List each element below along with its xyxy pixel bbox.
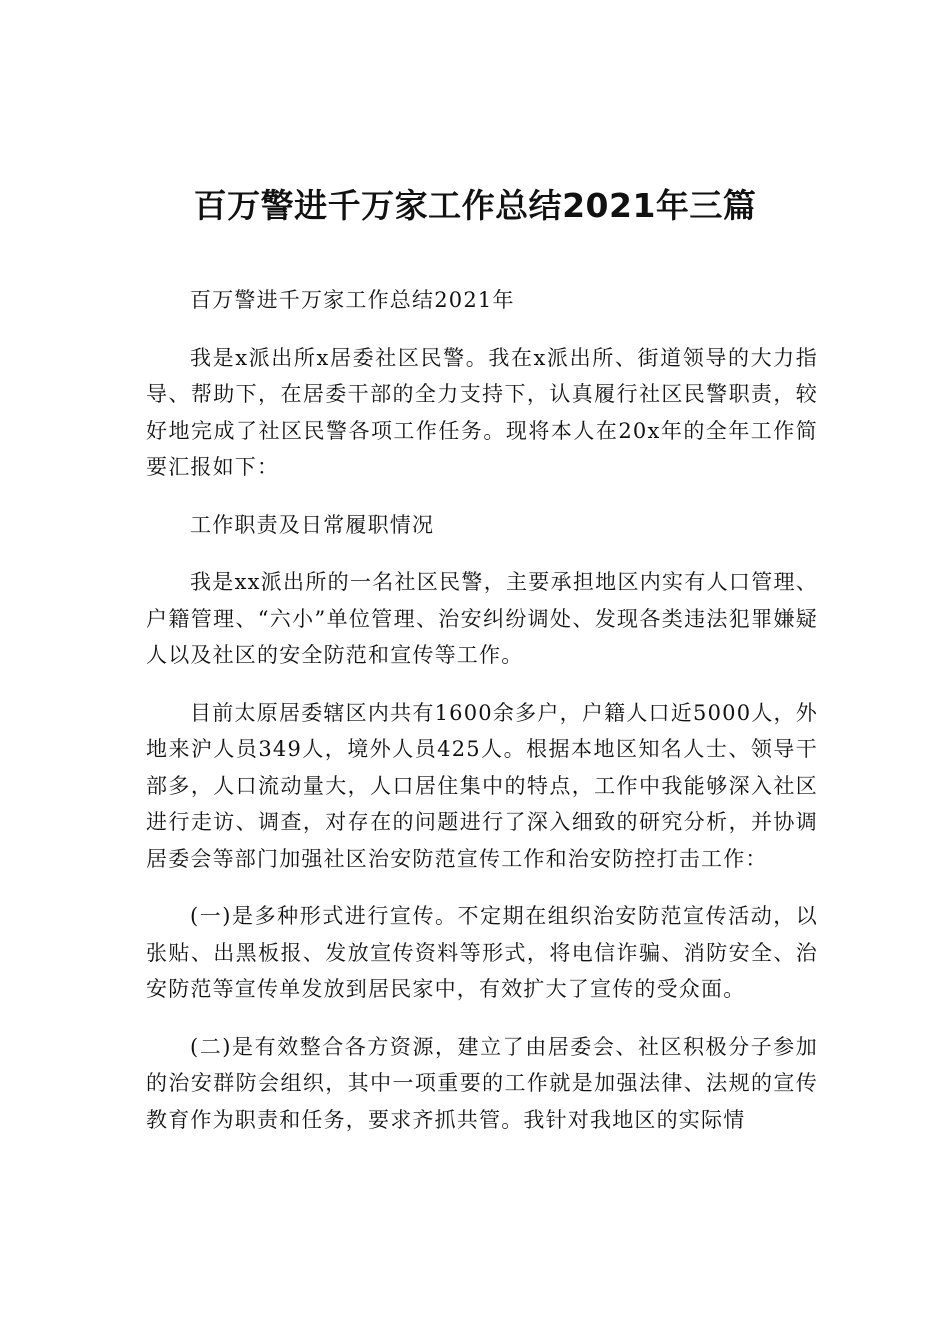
paragraph-district-stats: 目前太原居委辖区内共有1600余多户，户籍人口近5000人，外地来沪人员349人，境外人员425人。根据本地区知名人士、领导干部多，人口流动量大，人口居住集中的特点，工作中我能够深入社区进行走访、调查，对存在的问题进行了深入细致的研究分析，并协调居委会等部门加强社区治安防范宣传工作和治安防控打击工作：	[146, 700, 818, 871]
paragraph-duties: 我是xx派出所的一名社区民警，主要承担地区内实有人口管理、户籍管理、“六小”单位管理、治安纠纷调处、发现各类违法犯罪嫌疑人以及社区的安全防范和宣传等工作。	[146, 570, 818, 667]
paragraph-subtitle: 百万警进千万家工作总结2021年	[190, 288, 515, 312]
paragraph-item-two: (二)是有效整合各方资源，建立了由居委会、社区积极分子参加的治安群防会组织，其中一项重要的工作就是加强法律、法规的宣传教育作为职责和任务，要求齐抓共管。我针对我地区的实际情	[146, 1034, 818, 1132]
paragraph-section-heading: 工作职责及日常履职情况	[190, 512, 435, 537]
document-title: 百万警进千万家工作总结2021年三篇	[193, 186, 757, 225]
paragraph-intro: 我是x派出所x居委社区民警。我在x派出所、街道领导的大力指导、帮助下，在居委干部的全力支持下，认真履行社区民警职责，较好地完成了社区民警各项工作任务。现将本人在20x年的全年工作简要汇报如下：	[146, 345, 818, 479]
paragraph-item-one: (一)是多种形式进行宣传。不定期在组织治安防范宣传活动，以张贴、出黑板报、发放宣传资料等形式，将电信诈骗、消防安全、治安防范等宣传单发放到居民家中，有效扩大了宣传的受众面。	[146, 904, 818, 1001]
document-body	[146, 282, 818, 1159]
